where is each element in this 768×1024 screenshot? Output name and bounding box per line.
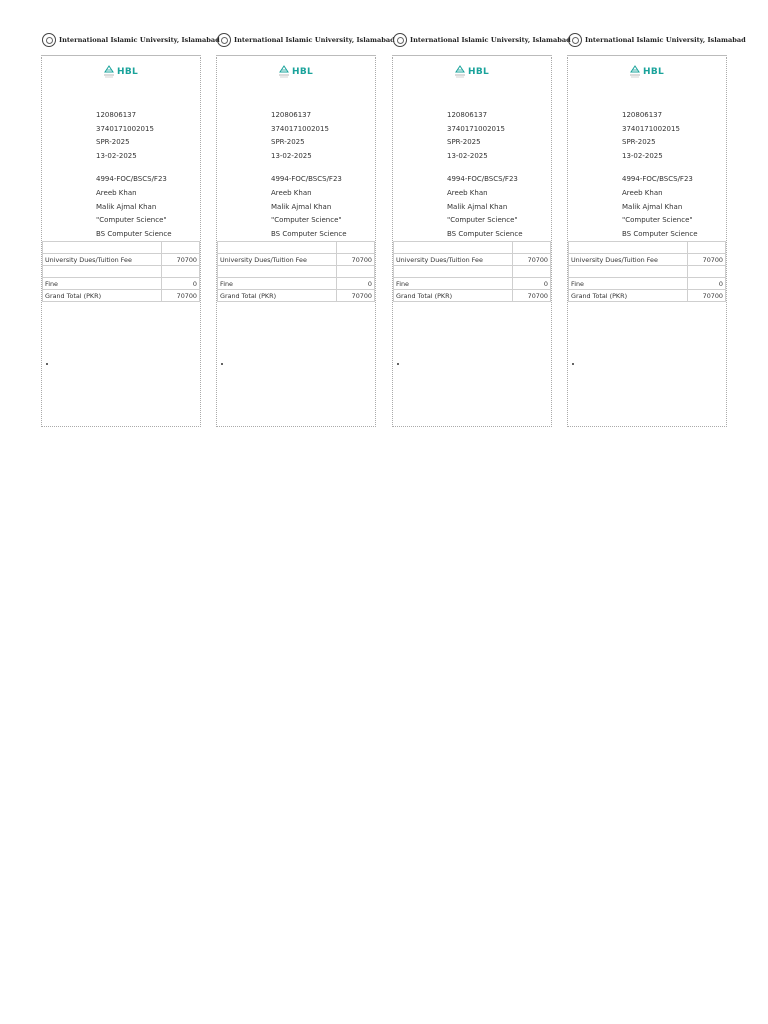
tuition-label: University Dues/Tuition Fee bbox=[569, 254, 688, 266]
table-row bbox=[218, 242, 375, 254]
student-name: Areeb Khan bbox=[447, 189, 488, 197]
university-seal-icon bbox=[42, 33, 56, 47]
challan-number: 120806137 bbox=[622, 111, 663, 119]
fee-voucher bbox=[41, 29, 220, 427]
fine-label: Fine bbox=[394, 278, 513, 290]
voucher-header bbox=[567, 29, 746, 51]
tuition-amount: 70700 bbox=[688, 254, 726, 266]
challan-number: 120806137 bbox=[271, 111, 312, 119]
table-row bbox=[569, 242, 726, 254]
fee-voucher bbox=[567, 29, 746, 427]
father-name: Malik Ajmal Khan bbox=[622, 203, 683, 211]
due-date: 13-02-2025 bbox=[96, 152, 137, 160]
due-date: 13-02-2025 bbox=[271, 152, 312, 160]
table-row bbox=[569, 254, 726, 266]
fee-voucher bbox=[392, 29, 571, 427]
fine-label: Fine bbox=[569, 278, 688, 290]
hbl-logo bbox=[103, 65, 143, 83]
hbl-logo-icon bbox=[278, 65, 290, 79]
semester: SPR-2025 bbox=[447, 138, 481, 146]
program: BS Computer Science bbox=[447, 230, 523, 238]
father-name: Malik Ajmal Khan bbox=[271, 203, 332, 211]
university-seal-icon bbox=[568, 33, 582, 47]
table-row bbox=[569, 278, 726, 290]
voucher-header bbox=[216, 29, 395, 51]
total-amount: 70700 bbox=[688, 290, 726, 302]
hbl-logo-icon bbox=[629, 65, 641, 79]
fee-table bbox=[42, 241, 200, 302]
bank-name: HBL bbox=[117, 67, 139, 77]
due-date: 13-02-2025 bbox=[447, 152, 488, 160]
fee-table bbox=[568, 241, 726, 302]
table-row bbox=[43, 254, 200, 266]
total-label: Grand Total (PKR) bbox=[569, 290, 688, 302]
hbl-logo bbox=[629, 65, 669, 83]
table-row bbox=[394, 242, 551, 254]
hbl-logo-icon bbox=[454, 65, 466, 79]
university-seal-icon bbox=[393, 33, 407, 47]
table-row bbox=[569, 266, 726, 278]
fine-amount: 0 bbox=[688, 278, 726, 290]
registration-number: 4994-FOC/BSCS/F23 bbox=[622, 175, 693, 183]
table-row bbox=[43, 278, 200, 290]
fee-table bbox=[393, 241, 551, 302]
fine-amount: 0 bbox=[162, 278, 200, 290]
bullet-dot bbox=[221, 363, 223, 365]
bullet-dot bbox=[46, 363, 48, 365]
program: BS Computer Science bbox=[96, 230, 172, 238]
university-name: International Islamic University, Islamabad bbox=[59, 36, 220, 44]
account-number: 3740171002015 bbox=[447, 125, 505, 133]
department: "Computer Science" bbox=[271, 216, 342, 224]
table-row bbox=[394, 266, 551, 278]
fine-amount: 0 bbox=[513, 278, 551, 290]
student-name: Areeb Khan bbox=[271, 189, 312, 197]
table-row bbox=[394, 254, 551, 266]
university-seal-icon bbox=[217, 33, 231, 47]
table-row bbox=[218, 278, 375, 290]
table-row bbox=[43, 242, 200, 254]
total-amount: 70700 bbox=[513, 290, 551, 302]
program: BS Computer Science bbox=[622, 230, 698, 238]
header-divider bbox=[41, 55, 201, 56]
account-number: 3740171002015 bbox=[96, 125, 154, 133]
voucher-header bbox=[392, 29, 571, 51]
registration-number: 4994-FOC/BSCS/F23 bbox=[96, 175, 167, 183]
university-name: International Islamic University, Islamabad bbox=[410, 36, 571, 44]
tuition-amount: 70700 bbox=[162, 254, 200, 266]
total-amount: 70700 bbox=[337, 290, 375, 302]
table-row bbox=[43, 290, 200, 302]
bank-name: HBL bbox=[643, 67, 665, 77]
header-divider bbox=[567, 55, 727, 56]
registration-number: 4994-FOC/BSCS/F23 bbox=[447, 175, 518, 183]
university-name: International Islamic University, Islamabad bbox=[585, 36, 746, 44]
tuition-label: University Dues/Tuition Fee bbox=[43, 254, 162, 266]
table-row bbox=[569, 290, 726, 302]
father-name: Malik Ajmal Khan bbox=[96, 203, 157, 211]
fine-label: Fine bbox=[43, 278, 162, 290]
tuition-label: University Dues/Tuition Fee bbox=[218, 254, 337, 266]
hbl-logo bbox=[278, 65, 318, 83]
table-row bbox=[218, 266, 375, 278]
fine-label: Fine bbox=[218, 278, 337, 290]
table-row bbox=[218, 254, 375, 266]
voucher-header bbox=[41, 29, 220, 51]
total-label: Grand Total (PKR) bbox=[218, 290, 337, 302]
fine-amount: 0 bbox=[337, 278, 375, 290]
university-name: International Islamic University, Islamabad bbox=[234, 36, 395, 44]
header-divider bbox=[216, 55, 376, 56]
header-divider bbox=[392, 55, 552, 56]
total-label: Grand Total (PKR) bbox=[394, 290, 513, 302]
tuition-amount: 70700 bbox=[513, 254, 551, 266]
total-label: Grand Total (PKR) bbox=[43, 290, 162, 302]
table-row bbox=[218, 290, 375, 302]
hbl-logo-icon bbox=[103, 65, 115, 79]
department: "Computer Science" bbox=[96, 216, 167, 224]
fee-voucher bbox=[216, 29, 395, 427]
hbl-logo bbox=[454, 65, 494, 83]
semester: SPR-2025 bbox=[271, 138, 305, 146]
semester: SPR-2025 bbox=[96, 138, 130, 146]
challan-number: 120806137 bbox=[447, 111, 488, 119]
tuition-label: University Dues/Tuition Fee bbox=[394, 254, 513, 266]
table-row bbox=[394, 290, 551, 302]
semester: SPR-2025 bbox=[622, 138, 656, 146]
bullet-dot bbox=[397, 363, 399, 365]
bank-name: HBL bbox=[468, 67, 490, 77]
account-number: 3740171002015 bbox=[271, 125, 329, 133]
table-row bbox=[43, 266, 200, 278]
bullet-dot bbox=[572, 363, 574, 365]
bank-name: HBL bbox=[292, 67, 314, 77]
tuition-amount: 70700 bbox=[337, 254, 375, 266]
department: "Computer Science" bbox=[447, 216, 518, 224]
total-amount: 70700 bbox=[162, 290, 200, 302]
due-date: 13-02-2025 bbox=[622, 152, 663, 160]
challan-number: 120806137 bbox=[96, 111, 137, 119]
student-name: Areeb Khan bbox=[96, 189, 137, 197]
student-name: Areeb Khan bbox=[622, 189, 663, 197]
registration-number: 4994-FOC/BSCS/F23 bbox=[271, 175, 342, 183]
department: "Computer Science" bbox=[622, 216, 693, 224]
table-row bbox=[394, 278, 551, 290]
fee-table bbox=[217, 241, 375, 302]
program: BS Computer Science bbox=[271, 230, 347, 238]
account-number: 3740171002015 bbox=[622, 125, 680, 133]
father-name: Malik Ajmal Khan bbox=[447, 203, 508, 211]
